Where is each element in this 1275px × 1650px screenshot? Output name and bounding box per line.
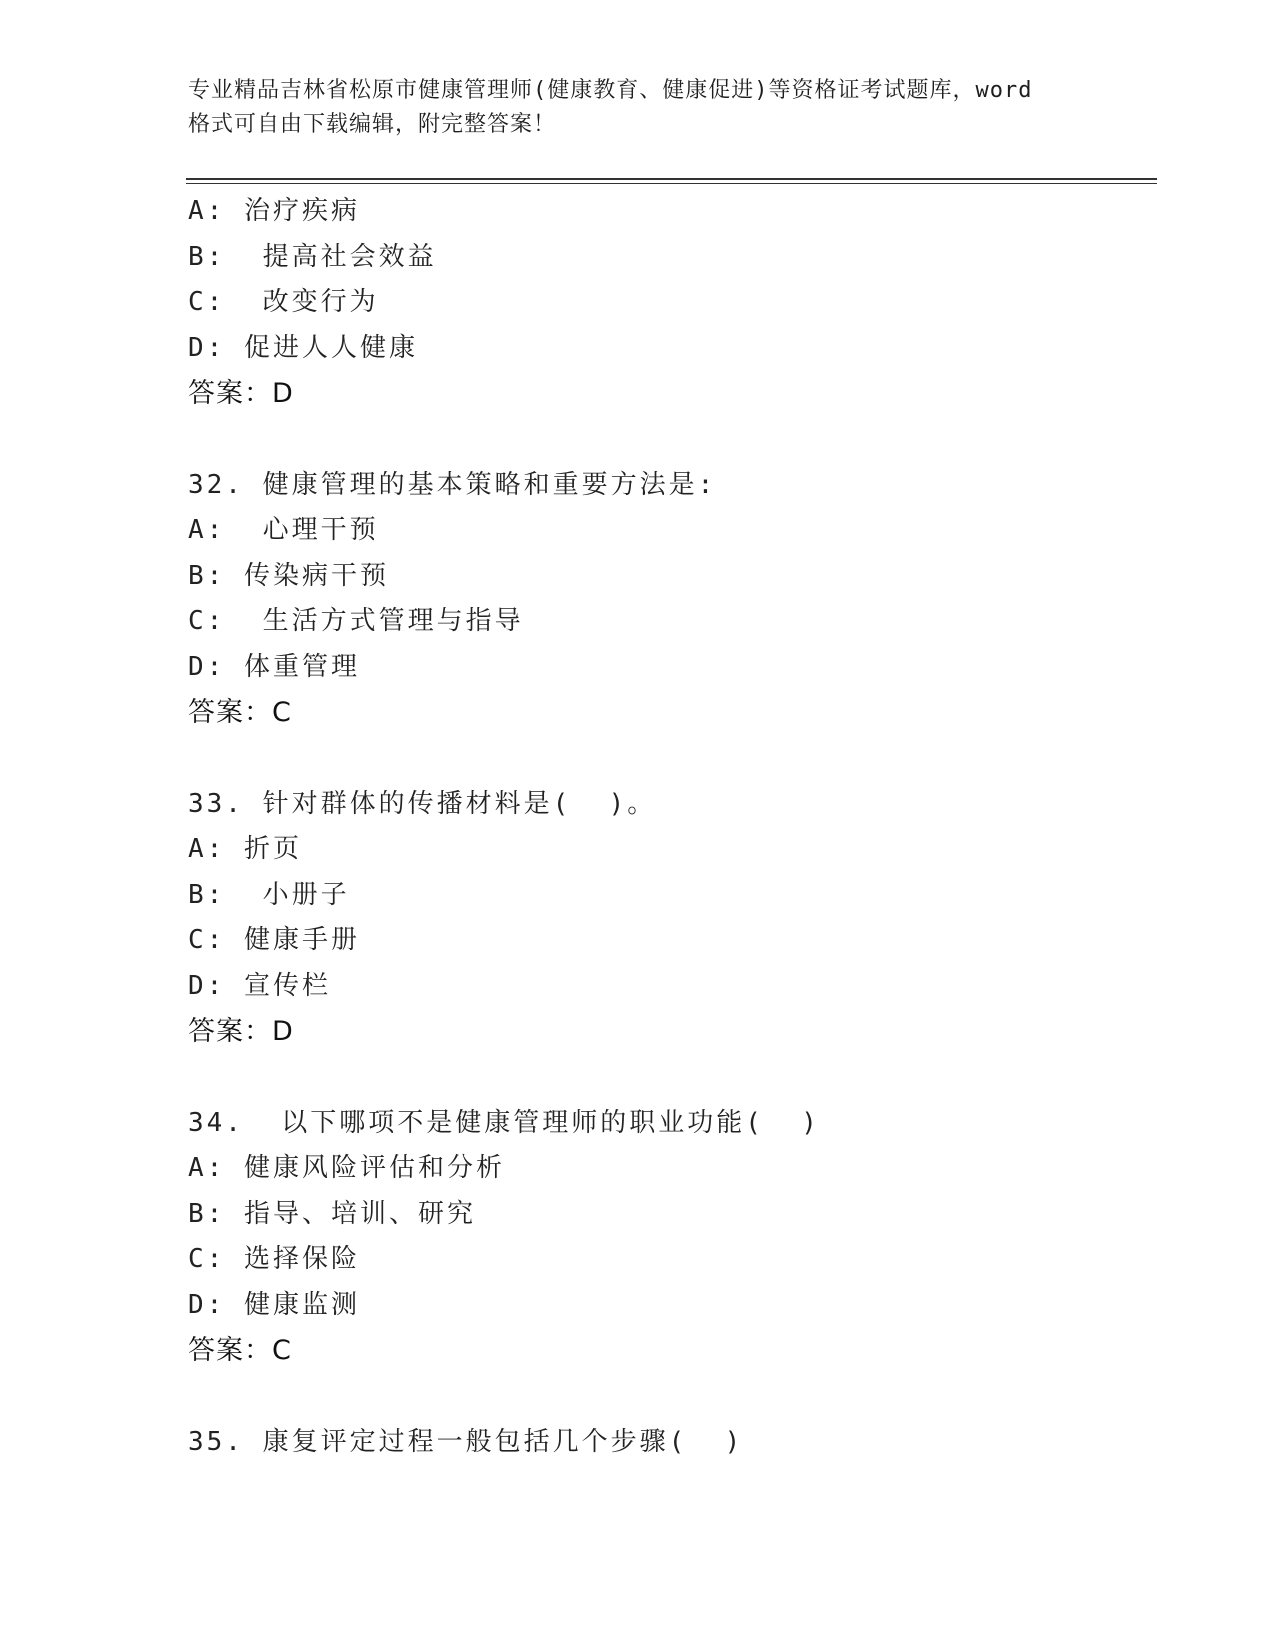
spacer xyxy=(188,1055,1148,1101)
option-c: C: 选择保险 xyxy=(188,1244,360,1274)
header-divider-thin xyxy=(186,183,1157,184)
question-block-34 xyxy=(188,1101,1148,1374)
option-d: D: 宣传栏 xyxy=(188,970,331,1001)
header-divider-thick xyxy=(186,178,1157,180)
header-line-1: 专业精品吉林省松原市健康管理师(健康教育、健康促进)等资格证考试题库，word xyxy=(188,78,1033,103)
option-a: A: 健康风险评估和分析 xyxy=(188,1153,505,1183)
answer-line: 答案：C xyxy=(188,697,292,728)
question-text: 33. 针对群体的传播材料是( )。 xyxy=(188,788,657,819)
option-a: A: 治疗疾病 xyxy=(188,196,360,226)
option-d: D: 体重管理 xyxy=(188,651,360,682)
option-c: C: 改变行为 xyxy=(188,287,379,317)
question-block-33 xyxy=(188,782,1148,1055)
question-block-35 xyxy=(188,1420,1148,1466)
option-c: C: 健康手册 xyxy=(188,925,360,955)
question-text: 34. 以下哪项不是健康管理师的职业功能( ) xyxy=(188,1107,820,1138)
document-header xyxy=(188,74,1088,142)
answer-line: 答案：D xyxy=(188,1016,294,1047)
spacer xyxy=(188,736,1148,782)
question-block-32 xyxy=(188,463,1148,736)
spacer xyxy=(188,1374,1148,1420)
option-d: D: 健康监测 xyxy=(188,1289,360,1320)
answer-line: 答案：C xyxy=(188,1335,292,1366)
spacer xyxy=(188,417,1148,463)
question-list xyxy=(188,189,1148,1465)
question-block-31 xyxy=(188,189,1148,417)
question-text: 35. 康复评定过程一般包括几个步骤( ) xyxy=(188,1426,744,1457)
question-text: 32. 健康管理的基本策略和重要方法是: xyxy=(188,469,717,500)
option-d: D: 促进人人健康 xyxy=(188,332,418,363)
option-a: A: 心理干预 xyxy=(188,515,379,545)
header-line-2: 格式可自由下载编辑，附完整答案！ xyxy=(188,112,557,137)
option-b: B: 传染病干预 xyxy=(188,560,389,591)
option-b: B: 小册子 xyxy=(188,879,350,910)
option-a: A: 折页 xyxy=(188,834,302,864)
option-b: B: 指导、培训、研究 xyxy=(188,1198,476,1229)
answer-line: 答案：D xyxy=(188,378,294,409)
option-b: B: 提高社会效益 xyxy=(188,241,437,272)
option-c: C: 生活方式管理与指导 xyxy=(188,606,524,636)
